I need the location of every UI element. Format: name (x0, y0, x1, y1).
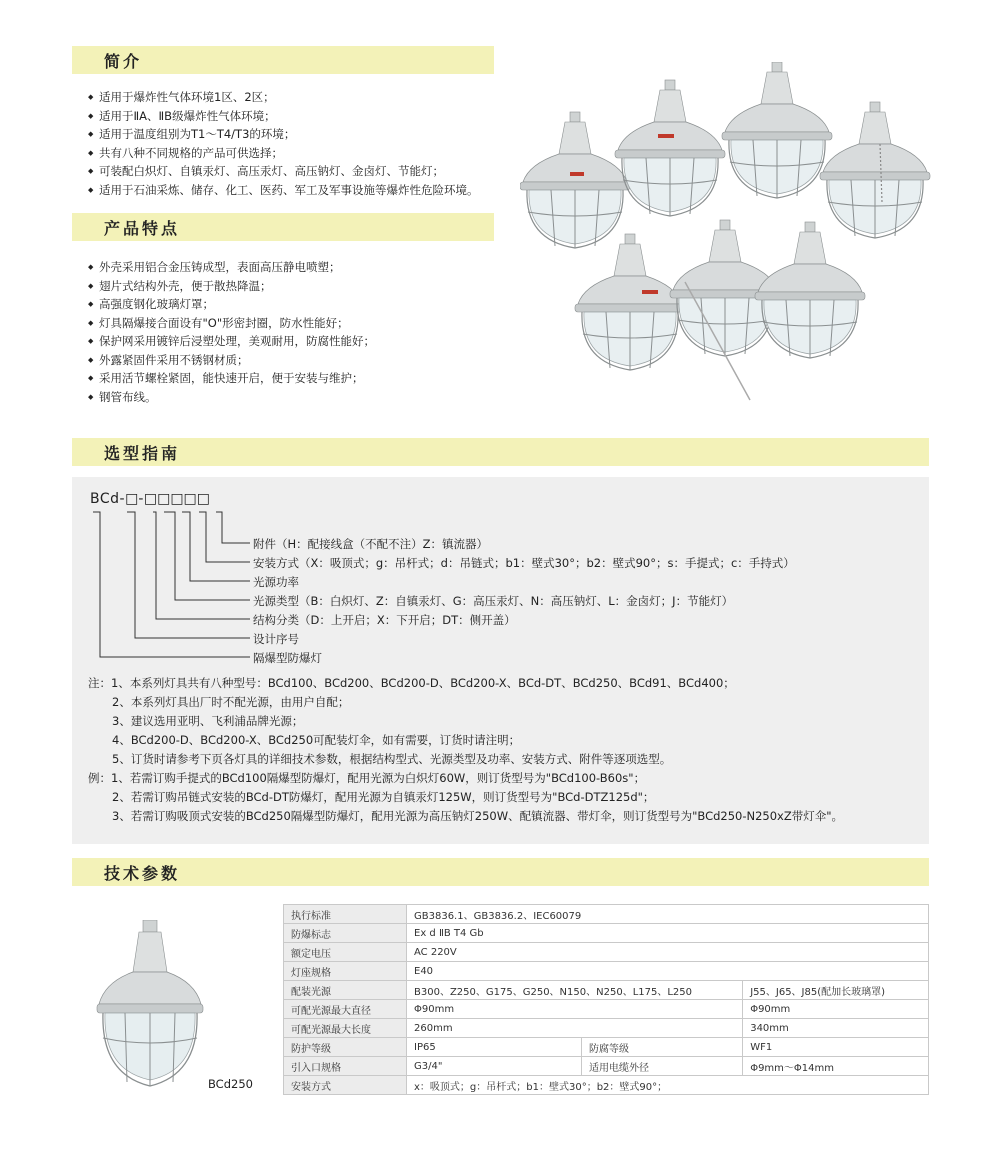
example-line: 例：1、若需订购手提式的BCd100隔爆型防爆灯，配用光源为白炽灯60W，则订货型号为"BCd100-B60s"； (88, 771, 646, 785)
example-line: 2、若需订购吊链式安装的BCd-DT防爆灯，配用光源为自镇汞灯125W，则订货型号为"BCd-DTZ125d"； (112, 790, 655, 804)
table-row (284, 943, 929, 962)
list-item: ◆ 适用于ⅡA、ⅡB级爆炸性气体环境； (88, 107, 479, 126)
product-image (95, 920, 205, 1095)
spec-value: AC 220V (407, 943, 929, 962)
code-label-mounting: 安装方式（X：吸顶式；g：吊杆式；d：吊链式；b1：壁式30°；b2：壁式90°；s：手提式；c：手持式） (253, 556, 795, 570)
list-item: ◆ 适用于温度组别为T1～T4/T3的环境； (88, 125, 479, 144)
spec-key: 可配光源最大长度 (284, 1019, 407, 1038)
spec-value: x：吸顶式；g：吊杆式；b1：壁式30°；b2：壁式90°； (407, 1076, 929, 1095)
spec-value: 260mm (407, 1019, 743, 1038)
selection-title: 选型指南 (104, 443, 181, 463)
table-row (284, 1076, 929, 1095)
table-row (284, 905, 929, 924)
code-label-design-no: 设计序号 (253, 632, 299, 646)
spec-key: 安装方式 (284, 1076, 407, 1095)
tech-title: 技术参数 (104, 863, 181, 883)
list-item: ◆ 可装配白炽灯、自镇汞灯、高压汞灯、高压钠灯、金卤灯、节能灯； (88, 162, 479, 181)
note-line: 4、BCd200-D、BCd200-X、BCd250可配装灯伞，如有需要，订货时请注明； (112, 733, 521, 747)
list-item: ◆ 高强度钢化玻璃灯罩； (88, 295, 375, 314)
list-item: ◆ 采用活节螺栓紧固，能快速开启，便于安装与维护； (88, 369, 375, 388)
code-label-accessory: 附件（H：配接线盒（不配不注）Z：镇流器） (253, 537, 489, 551)
list-item: ◆ 翅片式结构外壳，便于散热降温； (88, 277, 375, 296)
spec-key: 额定电压 (284, 943, 407, 962)
spec-key: 防护等级 (284, 1038, 407, 1057)
spec-key: 适用电缆外径 (582, 1057, 743, 1076)
spec-value: Ex d ⅡB T4 Gb (407, 924, 929, 943)
note-line: 注：1、本系列灯具共有八种型号：BCd100、BCd200、BCd200-D、BCd200-X、BCd-DT、BCd250、BCd91、BCd400； (88, 676, 735, 690)
list-item: ◆ 钢管布线。 (88, 388, 375, 407)
spec-value: IP65 (407, 1038, 582, 1057)
code-box-group-b: □□□□□ (143, 491, 211, 507)
code-label-structure: 结构分类（D：上开启；X：下开启；DT：侧开盖） (253, 613, 516, 627)
list-item: ◆ 适用于爆炸性气体环境1区、2区； (88, 88, 479, 107)
spec-key: 引入口规格 (284, 1057, 407, 1076)
table-row (284, 1000, 929, 1019)
list-item: ◆ 灯具隔爆接合面设有"O"形密封圈，防水性能好； (88, 314, 375, 333)
table-row (284, 981, 929, 1000)
table-row (284, 962, 929, 981)
table-row (284, 1038, 929, 1057)
code-label-source-type: 光源类型（B：白炽灯、Z：自镇汞灯、G：高压汞灯、N：高压钠灯、L：金卤灯；J：节能灯） (253, 594, 734, 608)
spec-value: WF1 (743, 1038, 929, 1057)
code-label-power: 光源功率 (253, 575, 299, 589)
spec-key: 可配光源最大直径 (284, 1000, 407, 1019)
product-caption: BCd250 (208, 1077, 253, 1091)
spec-value: J55、J65、J85(配加长玻璃罩) (743, 981, 929, 1000)
note-line: 2、本系列灯具出厂时不配光源，由用户自配； (112, 695, 350, 709)
list-item: ◆ 共有八种不同规格的产品可供选择； (88, 144, 479, 163)
spec-key: 防爆标志 (284, 924, 407, 943)
spec-value: B300、Z250、G175、G250、N150、N250、L175、L250 (407, 981, 743, 1000)
note-line: 5、订货时请参考下页各灯具的详细技术参数，根据结构型式、光源类型及功率、安装方式、附件等逐项选型。 (112, 752, 672, 766)
tech-header (72, 858, 929, 886)
table-row (284, 1057, 929, 1076)
spec-value: 340mm (743, 1019, 929, 1038)
note-line: 3、建议选用亚明、飞利浦品牌光源； (112, 714, 304, 728)
table-row (284, 924, 929, 943)
list-item: ◆ 适用于石油采炼、储存、化工、医药、军工及军事设施等爆炸性危险环境。 (88, 181, 479, 200)
code-label-type: 隔爆型防爆灯 (253, 651, 322, 665)
spec-value: G3/4" (407, 1057, 582, 1076)
code-box-group-a: □ (125, 491, 139, 507)
spec-key: 灯座规格 (284, 962, 407, 981)
table-row (284, 1019, 929, 1038)
spec-value: E40 (407, 962, 929, 981)
spec-key: 配装光源 (284, 981, 407, 1000)
intro-title: 简介 (104, 51, 143, 71)
spec-value: Φ90mm (743, 1000, 929, 1019)
example-line: 3、若需订购吸顶式安装的BCd250隔爆型防爆灯，配用光源为高压钠灯250W、配镇流器、带灯伞，则订货型号为"BCd250-N250xZ带灯伞"。 (112, 809, 844, 823)
list-item: ◆ 外壳采用铝合金压铸成型，表面高压静电喷塑； (88, 258, 375, 277)
spec-value: Φ9mm～Φ14mm (743, 1057, 929, 1076)
list-item: ◆ 外露紧固件采用不锈钢材质； (88, 351, 375, 370)
spec-key: 执行标准 (284, 905, 407, 924)
list-item: ◆ 保护网采用镀锌后浸塑处理，美观耐用，防腐性能好； (88, 332, 375, 351)
spec-key: 防腐等级 (582, 1038, 743, 1057)
spec-value: Φ90mm (407, 1000, 743, 1019)
spec-table (283, 904, 929, 1095)
code-prefix: BCd- (90, 491, 126, 507)
features-title: 产品特点 (104, 218, 181, 238)
code-dash: - (138, 491, 144, 507)
spec-value: GB3836.1、GB3836.2、IEC60079 (407, 905, 929, 924)
